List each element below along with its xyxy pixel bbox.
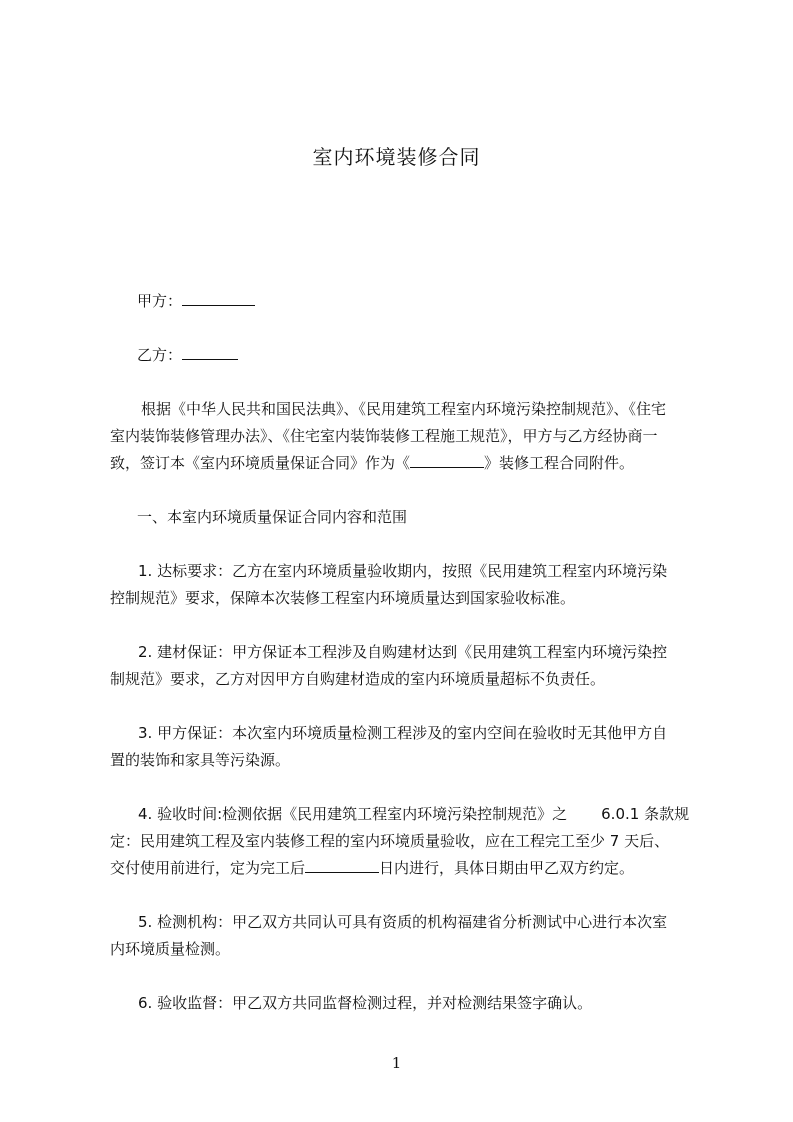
- item-4-line-1-start: 4. 验收时间:检测依据《民用建筑工程室内环境污染控制规范》之: [138, 805, 568, 823]
- party-a-blank: [182, 291, 255, 306]
- contract-name-blank: [410, 453, 484, 468]
- item-4-clause-ref: 6.0.1 条款规: [601, 805, 690, 823]
- party-b-label: 乙方：: [137, 346, 183, 364]
- item-5-line-1: 5. 检测机构：甲乙双方共同认可具有资质的机构福建省分析测试中心进行本次室: [138, 913, 668, 931]
- party-a-line: [137, 291, 255, 311]
- intro-line-3-end: 》装修工程合同附件。: [484, 454, 635, 472]
- item-1-line-1: 1. 达标要求：乙方在室内环境质量验收期内，按照《民用建筑工程室内环境污染: [138, 562, 668, 580]
- party-a-label: 甲方：: [137, 292, 183, 310]
- item-3-line-2: 置的装饰和家具等污染源。: [110, 751, 291, 769]
- item-5-line-2: 内环境质量检测。: [110, 940, 231, 958]
- page-number: 1: [391, 1054, 402, 1072]
- intro-line-1: 根据《中华人民共和国民法典》、《民用建筑工程室内环境污染控制规范》、《住宅: [141, 400, 667, 418]
- days-blank: [305, 858, 379, 873]
- intro-line-3: [110, 453, 634, 473]
- item-2-line-2: 制规范》要求，乙方对因甲方自购建材造成的室内环境质量超标不负责任。: [110, 670, 606, 688]
- section-1-heading: 一、本室内环境质量保证合同内容和范围: [137, 508, 408, 526]
- party-b-blank: [182, 345, 238, 360]
- intro-line-2: 室内装饰装修管理办法》、《住宅室内装饰装修工程施工规范》，甲方与乙方经协商一: [110, 427, 658, 445]
- document-title: 室内环境装修合同: [312, 145, 481, 169]
- item-3-line-1: 3. 甲方保证：本次室内环境质量检测工程涉及的室内空间在验收时无其他甲方自: [138, 724, 668, 742]
- item-4-line-1: [138, 804, 689, 824]
- item-4-line-3-start: 交付使用前进行，定为完工后: [110, 859, 306, 877]
- item-6-line: 6. 验收监督：甲乙双方共同监督检测过程，并对检测结果签字确认。: [138, 994, 593, 1012]
- item-4-line-3-end: 日内进行，具体日期由甲乙双方约定。: [379, 859, 635, 877]
- item-4-line-2: 定：民用建筑工程及室内装修工程的室内环境质量验收，应在工程完工至少 7 天后、: [110, 832, 670, 850]
- item-2-line-1: 2. 建材保证：甲方保证本工程涉及自购建材达到《民用建筑工程室内环境污染控: [138, 643, 668, 661]
- item-4-line-3: [110, 858, 634, 878]
- item-1-line-2: 控制规范》要求，保障本次装修工程室内环境质量达到国家验收标准。: [110, 589, 576, 607]
- intro-line-3-start: 致，签订本《室内环境质量保证合同》作为《: [110, 454, 411, 472]
- party-b-line: [137, 345, 238, 365]
